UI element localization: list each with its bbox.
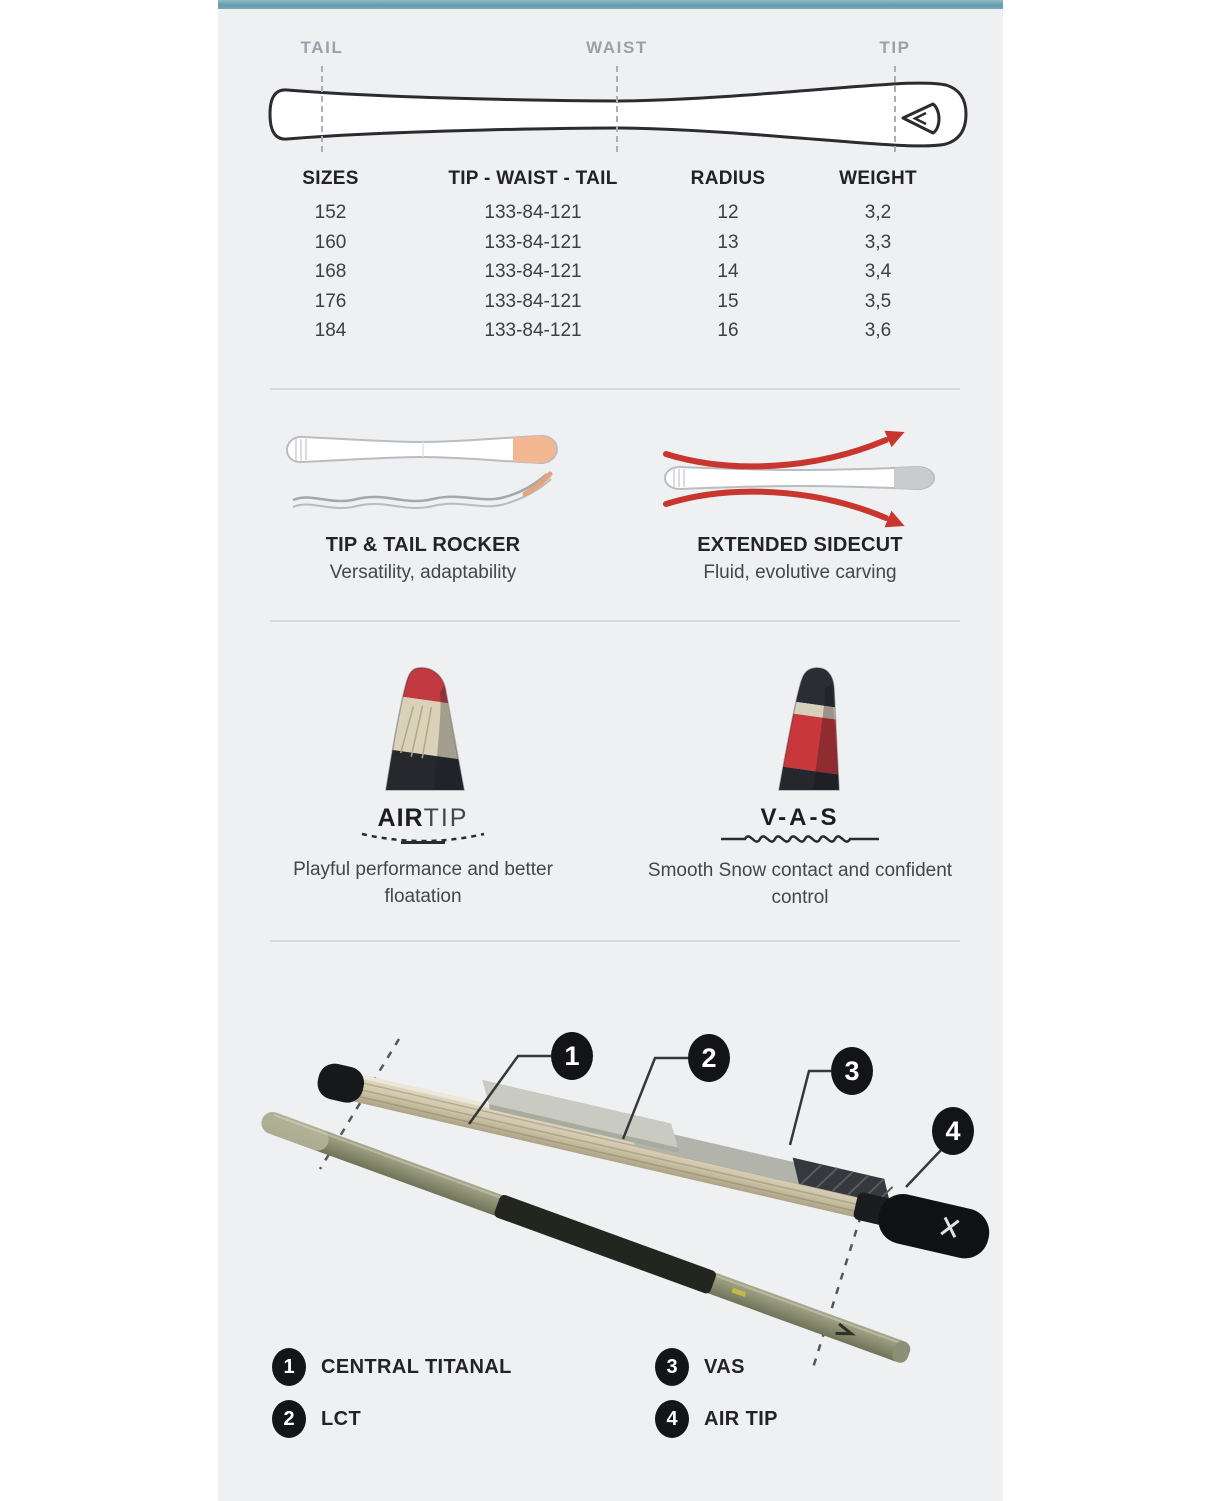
feature-subtitle: Versatility, adaptability (329, 562, 517, 583)
cell-dims: 133-84-121 (484, 231, 582, 253)
cell-radius: 14 (717, 261, 739, 283)
airtip-photo (358, 664, 488, 798)
cell-weight: 3,5 (864, 290, 892, 312)
ski-outline (270, 83, 966, 146)
cell-dims: 133-84-121 (484, 290, 582, 312)
col-header-sizes: SIZES (302, 168, 359, 189)
legend-badge: 4 (655, 1400, 689, 1438)
col-header-radius: RADIUS (690, 168, 766, 189)
section-divider (270, 620, 960, 622)
feature-rocker (230, 424, 616, 584)
cell-weight: 3,6 (864, 320, 892, 342)
legend-label: AIR TIP (704, 1407, 778, 1430)
airtip-logo-swoosh-icon (358, 831, 488, 847)
cell-dims: 133-84-121 (484, 202, 582, 223)
construction-diagram (238, 993, 998, 1398)
legend-label: CENTRAL TITANAL (321, 1355, 512, 1378)
geo-label-tail: TAIL (300, 38, 344, 57)
cell-dims: 133-84-121 (484, 261, 582, 283)
rocker-tip-highlight (513, 436, 556, 463)
airtip-logo (230, 804, 616, 833)
vas-photo (735, 664, 865, 798)
legend-item-central-titanal (272, 1348, 512, 1386)
cell-radius: 15 (717, 290, 739, 312)
legend-badge: 3 (655, 1348, 689, 1386)
tech-description: Playful performance and better floatation (293, 859, 553, 907)
geo-label-tip: TIP (879, 38, 911, 57)
cell-radius: 16 (717, 320, 739, 342)
svg-text:1: 1 (564, 1041, 580, 1071)
callout-2-badge (688, 1034, 730, 1082)
tech-airtip (230, 664, 616, 911)
tech-description: Smooth Snow contact and confident control (647, 860, 953, 908)
cell-size: 152 (314, 202, 347, 223)
vas-logo-wave-icon (715, 830, 885, 848)
airtip-logo-bold: AIR (377, 804, 424, 832)
feature-sidecut (607, 424, 993, 584)
cell-weight: 3,3 (864, 231, 892, 253)
tech-vas (607, 664, 993, 912)
col-header-weight: WEIGHT (839, 168, 917, 189)
svg-text:2: 2 (701, 1043, 717, 1073)
air-tip-cap (874, 1189, 994, 1263)
cell-size: 168 (314, 261, 347, 283)
binding-zone (493, 1194, 717, 1295)
cell-dims: 133-84-121 (484, 320, 582, 342)
cell-radius: 13 (717, 231, 739, 253)
cell-weight: 3,4 (864, 261, 892, 283)
cell-radius: 12 (717, 202, 739, 223)
svg-text:4: 4 (945, 1116, 961, 1146)
feature-subtitle: Fluid, evolutive carving (703, 562, 897, 583)
callout-4-badge (932, 1107, 974, 1155)
cell-size: 184 (314, 320, 347, 342)
cross-section-ski (311, 1044, 997, 1263)
legend-label: LCT (321, 1407, 362, 1430)
rocker-profile-line (293, 474, 547, 501)
feature-title: TIP & TAIL ROCKER (325, 534, 521, 556)
accent-top-bar (218, 0, 1003, 9)
waist-marker-line (616, 66, 618, 152)
vas-logo: V-A-S (760, 804, 840, 831)
legend-item-vas (655, 1348, 745, 1386)
section-divider (270, 940, 960, 942)
legend-item-lct (272, 1400, 361, 1438)
legend-label: VAS (704, 1355, 745, 1378)
svg-text:3: 3 (844, 1056, 860, 1086)
legend-badge: 1 (272, 1348, 306, 1386)
callout-3-badge (831, 1047, 873, 1095)
spec-panel (218, 0, 1003, 1501)
cell-size: 160 (314, 231, 347, 253)
sidecut-figure (650, 424, 950, 530)
callout-1-badge (551, 1032, 593, 1080)
cell-weight: 3,2 (864, 202, 892, 223)
tip-marker-line (894, 66, 896, 152)
section-divider (270, 388, 960, 390)
col-header-dims: TIP - WAIST - TAIL (448, 168, 618, 189)
size-spec-table (248, 164, 953, 346)
feature-title: EXTENDED SIDECUT (697, 534, 903, 556)
rocker-figure (273, 424, 573, 530)
legend-badge: 2 (272, 1400, 306, 1438)
cell-size: 176 (314, 290, 347, 312)
tail-marker-line (321, 66, 323, 152)
airtip-logo-light: TIP (423, 804, 469, 832)
legend-item-air-tip (655, 1400, 778, 1438)
geo-label-waist: WAIST (586, 38, 648, 57)
